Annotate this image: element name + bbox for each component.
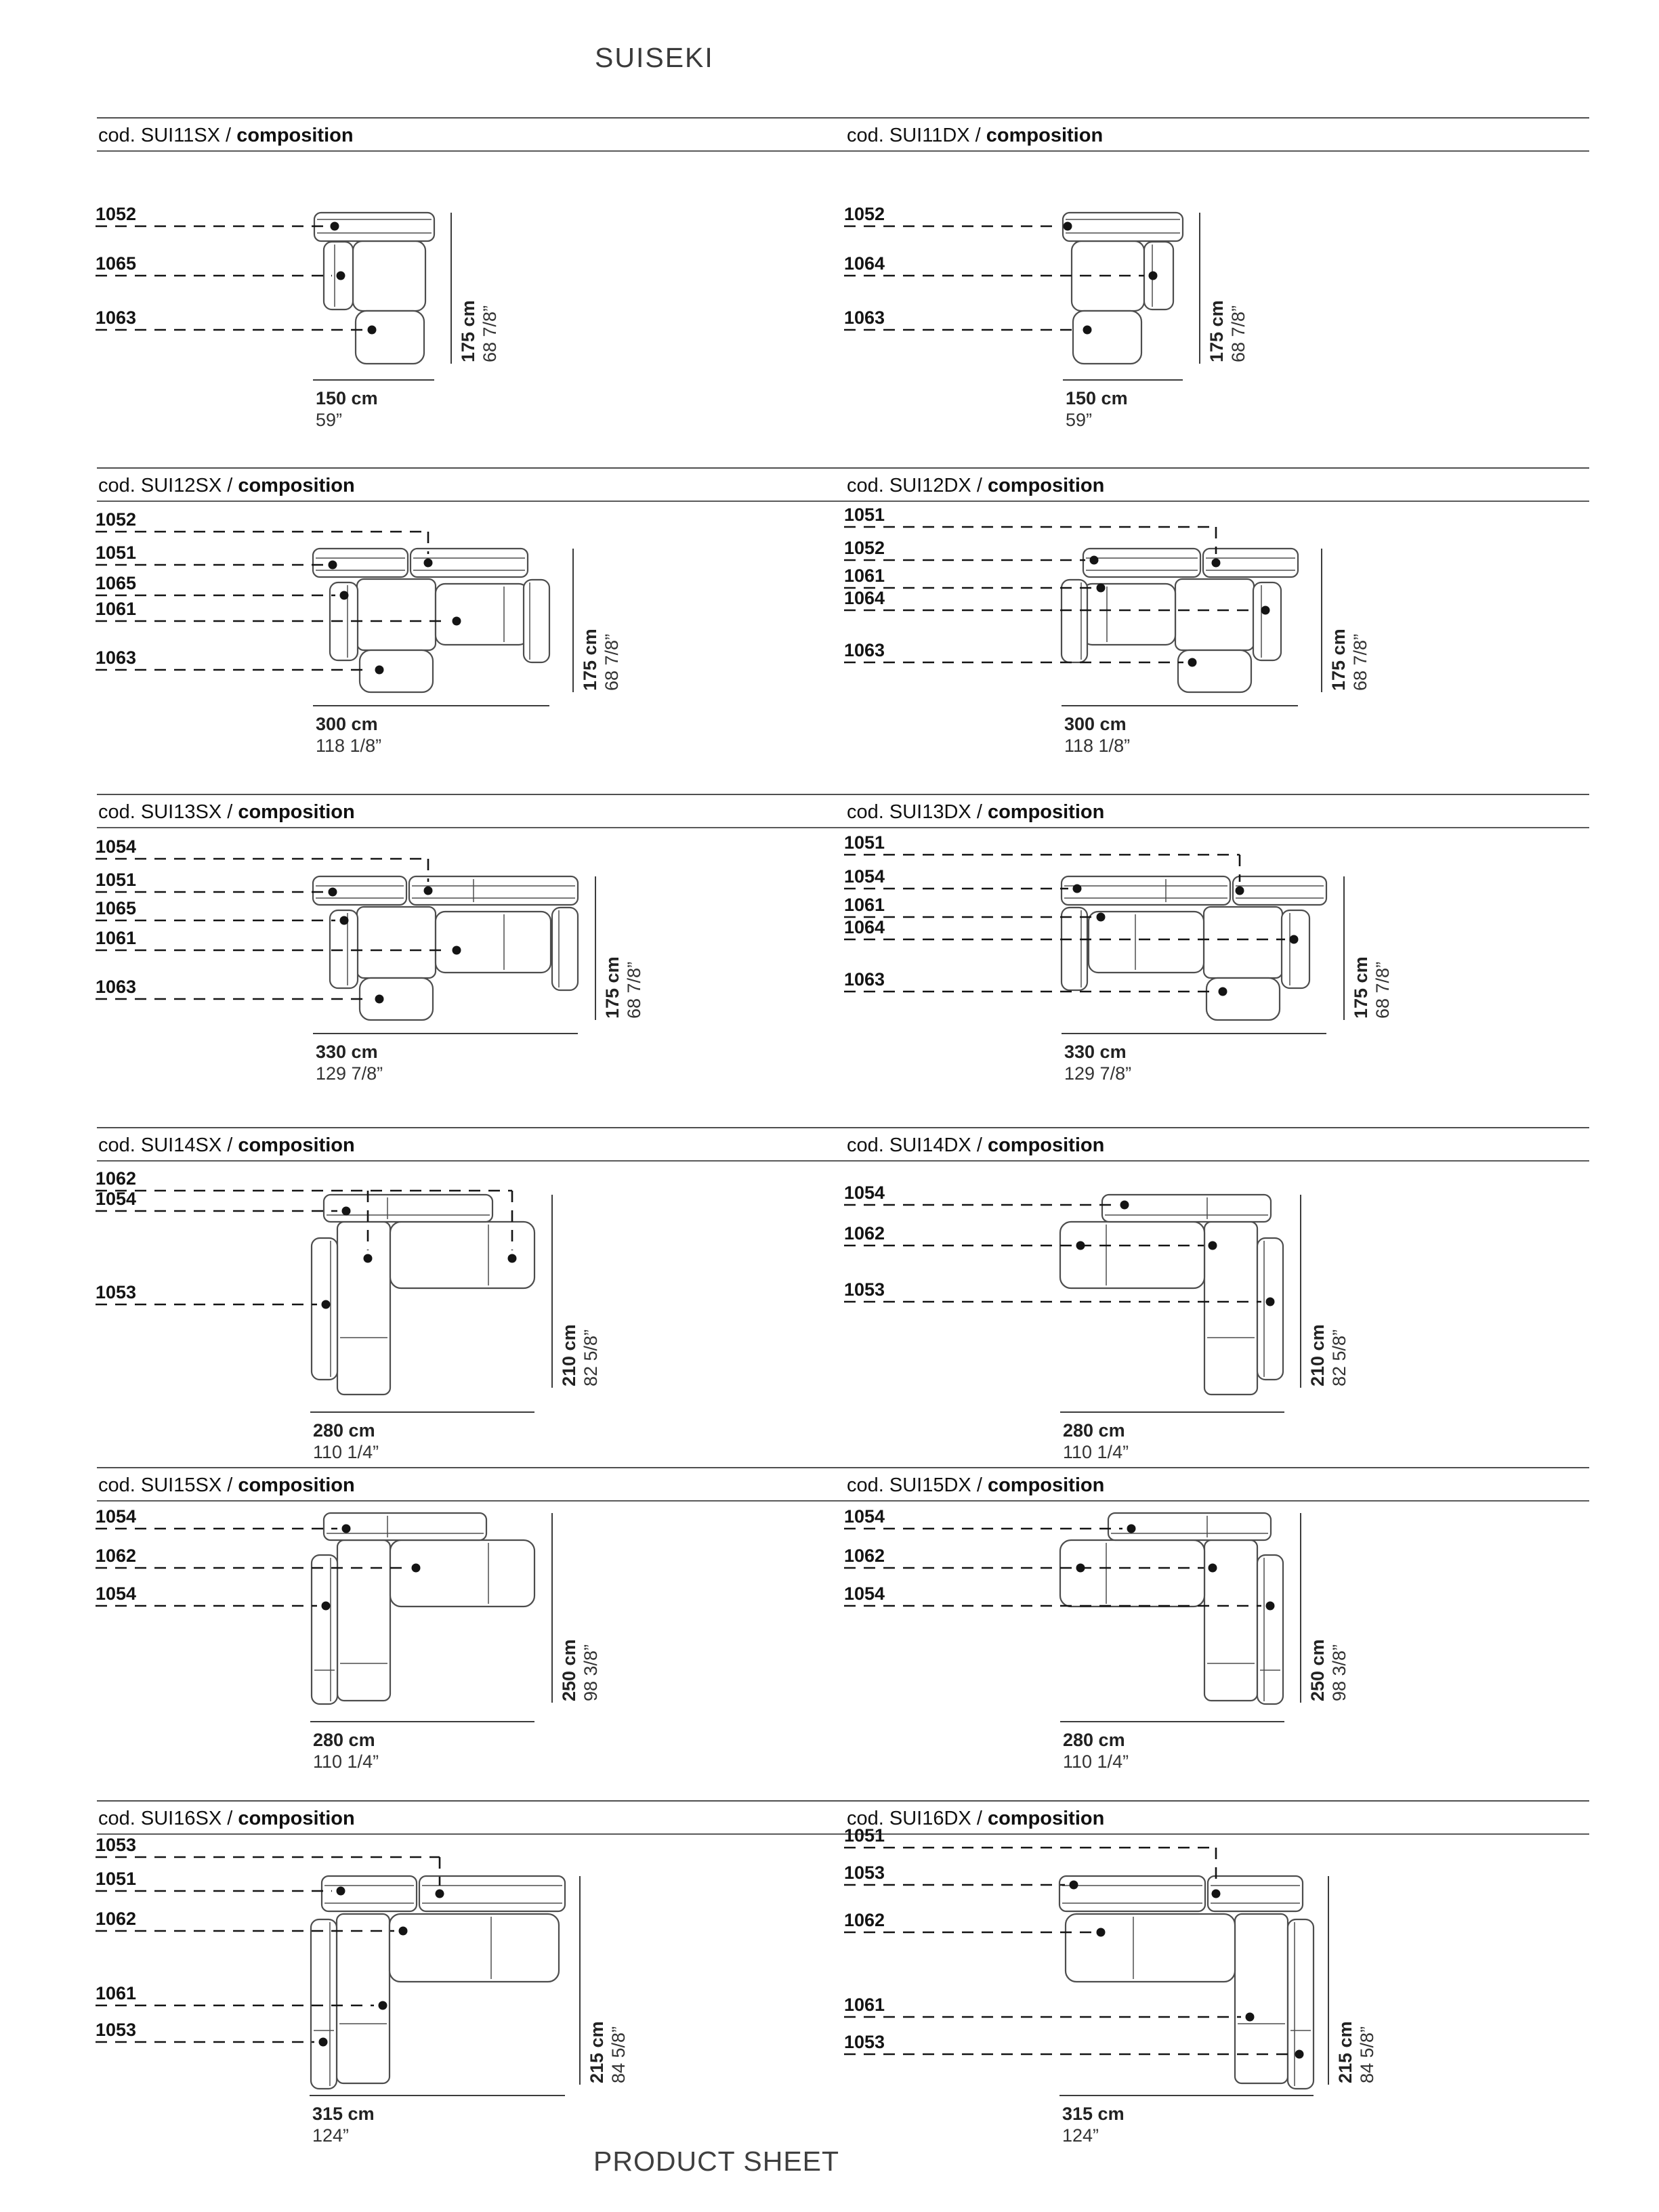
sofa-piece-outline [1178,650,1251,692]
part-number-label: 1063 [96,647,137,668]
depth-dimension-cm: 210 cm [559,1324,579,1386]
callout-dot [399,1927,408,1936]
part-number-label: 1054 [844,1583,885,1604]
callout-dot [1188,658,1197,667]
sofa-piece-outline [1083,584,1175,645]
diagram-sui14sx [85,1127,694,1467]
sofa-piece-outline [1233,876,1326,905]
callout-dot [337,272,345,280]
callout-dot [1090,556,1099,565]
width-dimension-cm: 150 cm [316,388,378,408]
callout-dot [322,1602,331,1611]
part-number-label: 1052 [844,204,885,224]
sofa-piece-outline [313,876,406,905]
sofa-piece-outline [357,579,436,650]
callout-dot [379,2001,387,2010]
callout-dot [1295,2050,1304,2059]
width-dimension-inches: 59” [316,410,343,430]
depth-dimension-inches: 68 7/8” [624,961,644,1019]
sofa-piece-outline [353,241,425,311]
depth-dimension-inches: 68 7/8” [480,305,500,362]
callout-dot [1246,2013,1255,2022]
callout-dot [1073,885,1082,893]
sofa-piece-outline [1060,1540,1204,1607]
sofa-piece-outline [1083,549,1200,577]
callout-dot [368,326,377,335]
composition-name: composition [238,801,355,823]
diagram-sui15dx [833,1467,1443,1800]
sofa-piece-outline [1204,907,1282,978]
callout-dot [1064,222,1072,231]
sofa-piece-outline [552,908,578,990]
callout-dot [1266,1298,1275,1306]
part-number-label: 1051 [844,505,885,525]
sofa-piece-outline [1063,213,1183,241]
depth-dimension-inches: 68 7/8” [1372,961,1393,1019]
callout-dot [508,1254,517,1263]
part-number-label: 1064 [844,588,885,608]
composition-code: cod. SUI15SX / [98,1474,233,1496]
diagram-sui15sx [85,1467,694,1800]
composition-code: cod. SUI11DX / [847,125,981,146]
part-number-label: 1051 [96,1869,137,1889]
composition-code: cod. SUI13DX / [847,801,982,823]
sofa-piece-outline [322,1876,417,1911]
width-dimension-inches: 110 1/4” [1063,1751,1129,1772]
depth-dimension-inches: 98 3/8” [581,1644,601,1701]
composition-name: composition [986,125,1104,146]
part-number-label: 1061 [96,928,137,948]
part-number-label: 1062 [96,1909,137,1929]
composition-code: cod. SUI13SX / [98,801,233,823]
part-number-label: 1062 [844,1223,885,1243]
page-title: SUISEKI [595,42,714,73]
width-dimension-cm: 315 cm [1062,2104,1125,2124]
callout-dot [1097,913,1106,922]
part-number-label: 1054 [844,1183,885,1203]
sofa-piece-outline [1206,978,1280,1020]
part-number-label: 1062 [844,1910,885,1930]
depth-dimension-inches: 68 7/8” [1228,305,1248,362]
depth-dimension-cm: 250 cm [559,1639,579,1701]
part-number-label: 1063 [96,977,137,997]
callout-dot [1212,559,1221,568]
sofa-piece-outline [436,912,551,973]
callout-dot [1219,987,1227,996]
part-number-label: 1064 [844,917,885,937]
part-number-label: 1053 [96,1835,137,1855]
part-number-label: 1065 [96,898,137,918]
composition-code: cod. SUI14DX / [847,1134,982,1156]
sofa-piece-outline [1288,1919,1314,2089]
sofa-piece-outline [313,549,408,577]
callout-dot [1070,1881,1078,1890]
width-dimension-cm: 315 cm [312,2104,375,2124]
width-dimension-cm: 300 cm [1064,714,1127,734]
part-number-label: 1062 [96,1546,137,1566]
composition-code: cod. SUI15DX / [847,1474,982,1496]
sofa-piece-outline [1257,1555,1283,1704]
sofa-piece-outline [1089,912,1204,973]
depth-dimension-inches: 84 5/8” [608,2026,629,2083]
diagram-sui16dx [833,1800,1443,2152]
callout-dot [453,617,461,626]
callout-dot [1120,1201,1129,1210]
callout-dot [1076,1241,1085,1250]
part-number-label: 1051 [844,832,885,853]
width-dimension-inches: 129 7/8” [316,1063,383,1084]
sofa-piece-outline [1062,876,1230,905]
row-2 [0,467,1659,794]
width-dimension-inches: 118 1/8” [1064,736,1131,756]
part-number-label: 1054 [96,1189,137,1209]
part-number-label: 1052 [844,538,885,558]
diagram-sui16sx [85,1800,694,2152]
part-number-label: 1054 [96,836,137,857]
callout-dot [342,1207,351,1216]
callout-dot [1097,1928,1106,1937]
part-number-label: 1052 [96,509,137,530]
part-number-label: 1053 [844,1279,885,1300]
part-number-label: 1052 [96,204,137,224]
sofa-piece-outline [360,978,433,1020]
sofa-piece-outline [1073,311,1141,364]
part-number-label: 1064 [844,253,885,274]
composition-name: composition [987,1474,1105,1496]
callout-dot [1290,935,1299,944]
composition-code: cod. SUI11SX / [98,125,232,146]
footer-title: PRODUCT SHEET [593,2146,840,2177]
callout-dot [375,995,384,1004]
sofa-piece-outline [1235,1914,1288,2083]
callout-dot [1149,272,1158,280]
sofa-piece-outline [409,876,578,905]
composition-code: cod. SUI12DX / [847,475,982,496]
part-number-label: 1051 [96,543,137,563]
width-dimension-inches: 118 1/8” [316,736,382,756]
depth-dimension-cm: 175 cm [580,629,600,691]
composition-code: cod. SUI16DX / [847,1808,982,1829]
sofa-piece-outline [390,1540,534,1607]
sofa-piece-outline [1102,1195,1271,1222]
composition-name: composition [238,475,355,496]
sofa-piece-outline [1066,1914,1235,1982]
callout-dot [1083,326,1092,335]
callout-dot [375,666,384,675]
callout-dot [1127,1525,1136,1533]
callout-dot [1261,606,1270,615]
composition-name: composition [987,1134,1105,1156]
width-dimension-inches: 124” [312,2125,350,2146]
depth-dimension-cm: 175 cm [1351,956,1371,1019]
diagram-sui13sx [85,794,694,1127]
width-dimension-cm: 280 cm [1063,1730,1125,1750]
diagram-sui12sx [85,467,694,794]
width-dimension-inches: 124” [1062,2125,1099,2146]
diagram-sui11sx [85,117,694,467]
callout-dot [453,946,461,955]
width-dimension-cm: 280 cm [1063,1420,1125,1441]
width-dimension-cm: 300 cm [316,714,378,734]
part-number-label: 1061 [844,566,885,586]
part-number-label: 1063 [844,969,885,990]
sofa-piece-outline [1253,582,1281,660]
depth-dimension-cm: 175 cm [1328,629,1349,691]
callout-dot [329,888,337,897]
width-dimension-inches: 59” [1066,410,1093,430]
part-number-label: 1053 [96,1282,137,1302]
callout-dot [1266,1602,1275,1611]
width-dimension-cm: 150 cm [1066,388,1128,408]
callout-dot [424,559,433,568]
callout-dot [340,591,349,600]
callout-dot [1097,584,1106,593]
part-number-label: 1061 [96,1983,137,2003]
composition-name: composition [987,475,1105,496]
part-number-label: 1054 [96,1506,137,1527]
width-dimension-cm: 280 cm [313,1730,375,1750]
diagram-sui12dx [833,467,1443,794]
depth-dimension-inches: 98 3/8” [1329,1644,1349,1701]
callout-dot [322,1300,331,1309]
diagram-sui14dx [833,1127,1443,1467]
composition-name: composition [238,1134,355,1156]
part-number-label: 1065 [96,253,137,274]
sofa-piece-outline [357,907,436,978]
part-number-label: 1051 [96,870,137,890]
composition-name: composition [238,1474,355,1496]
diagram-sui11dx [833,117,1443,467]
sofa-piece-outline [1208,1876,1303,1911]
width-dimension-cm: 330 cm [316,1042,378,1062]
width-dimension-inches: 110 1/4” [1063,1442,1129,1462]
part-number-label: 1065 [96,573,137,593]
diagram-sui13dx [833,794,1443,1127]
part-number-label: 1061 [96,599,137,619]
row-5 [0,1467,1659,1800]
composition-name: composition [987,801,1105,823]
callout-dot [342,1525,351,1533]
depth-dimension-cm: 210 cm [1307,1324,1328,1386]
depth-dimension-inches: 82 5/8” [581,1329,601,1386]
row-3 [0,794,1659,1127]
sofa-piece-outline [1175,579,1254,650]
sofa-piece-outline [312,1238,337,1380]
callout-dot [412,1564,421,1573]
sofa-piece-outline [337,1914,390,2083]
depth-dimension-cm: 250 cm [1307,1639,1328,1701]
depth-dimension-cm: 175 cm [458,300,478,362]
sofa-piece-outline [390,1914,559,1982]
depth-dimension-inches: 68 7/8” [1350,633,1370,691]
sofa-piece-outline [311,1919,337,2089]
row-4 [0,1127,1659,1467]
part-number-label: 1054 [844,866,885,887]
depth-dimension-cm: 175 cm [1206,300,1227,362]
callout-dot [1236,887,1244,895]
part-number-label: 1063 [96,307,137,328]
depth-dimension-cm: 175 cm [602,956,623,1019]
callout-dot [331,222,339,231]
part-number-label: 1063 [844,640,885,660]
composition-code: cod. SUI14SX / [98,1134,233,1156]
callout-dot [319,2038,328,2047]
part-number-label: 1051 [844,1825,885,1846]
part-number-label: 1062 [844,1546,885,1566]
row-1 [0,117,1659,467]
depth-dimension-inches: 84 5/8” [1357,2026,1377,2083]
part-number-label: 1054 [844,1506,885,1527]
sofa-piece-outline [337,1222,390,1395]
part-number-label: 1061 [844,895,885,915]
part-number-label: 1053 [844,1863,885,1883]
sofa-piece-outline [1144,242,1173,310]
depth-dimension-cm: 215 cm [587,2021,607,2083]
callout-dot [340,916,349,925]
sofa-piece-outline [312,1555,337,1704]
sofa-piece-outline [524,580,549,662]
part-number-label: 1063 [844,307,885,328]
callout-dot [1209,1241,1217,1250]
row-6 [0,1800,1659,2152]
composition-name: composition [987,1808,1105,1829]
callout-dot [436,1890,444,1898]
depth-dimension-cm: 215 cm [1335,2021,1356,2083]
sofa-piece-outline [1257,1238,1283,1380]
composition-name: composition [238,1808,355,1829]
width-dimension-inches: 110 1/4” [313,1442,379,1462]
composition-code: cod. SUI16SX / [98,1808,233,1829]
width-dimension-cm: 280 cm [313,1420,375,1441]
callout-dot [329,561,337,570]
sofa-piece-outline [337,1540,390,1701]
callout-dot [364,1254,373,1263]
part-number-label: 1053 [96,2020,137,2040]
part-number-label: 1054 [96,1583,137,1604]
part-number-label: 1053 [844,2032,885,2052]
callout-dot [1209,1564,1217,1573]
sofa-piece-outline [360,650,433,692]
width-dimension-cm: 330 cm [1064,1042,1127,1062]
part-number-label: 1062 [96,1168,137,1189]
width-dimension-inches: 129 7/8” [1064,1063,1132,1084]
callout-dot [337,1887,345,1896]
sofa-piece-outline [1059,1876,1205,1911]
composition-code: cod. SUI12SX / [98,475,233,496]
sofa-piece-outline [1062,908,1087,990]
sofa-piece-outline [436,584,528,645]
sofa-piece-outline [1060,1222,1204,1288]
callout-dot [1076,1564,1085,1573]
callout-dot [424,887,433,895]
sofa-piece-outline [356,311,424,364]
part-number-label: 1061 [844,1995,885,2015]
sofa-piece-outline [1062,580,1087,662]
depth-dimension-inches: 68 7/8” [602,633,622,691]
depth-dimension-inches: 82 5/8” [1329,1329,1349,1386]
sofa-piece-outline [1282,910,1309,988]
composition-name: composition [236,125,354,146]
width-dimension-inches: 110 1/4” [313,1751,379,1772]
callout-dot [1212,1890,1221,1898]
